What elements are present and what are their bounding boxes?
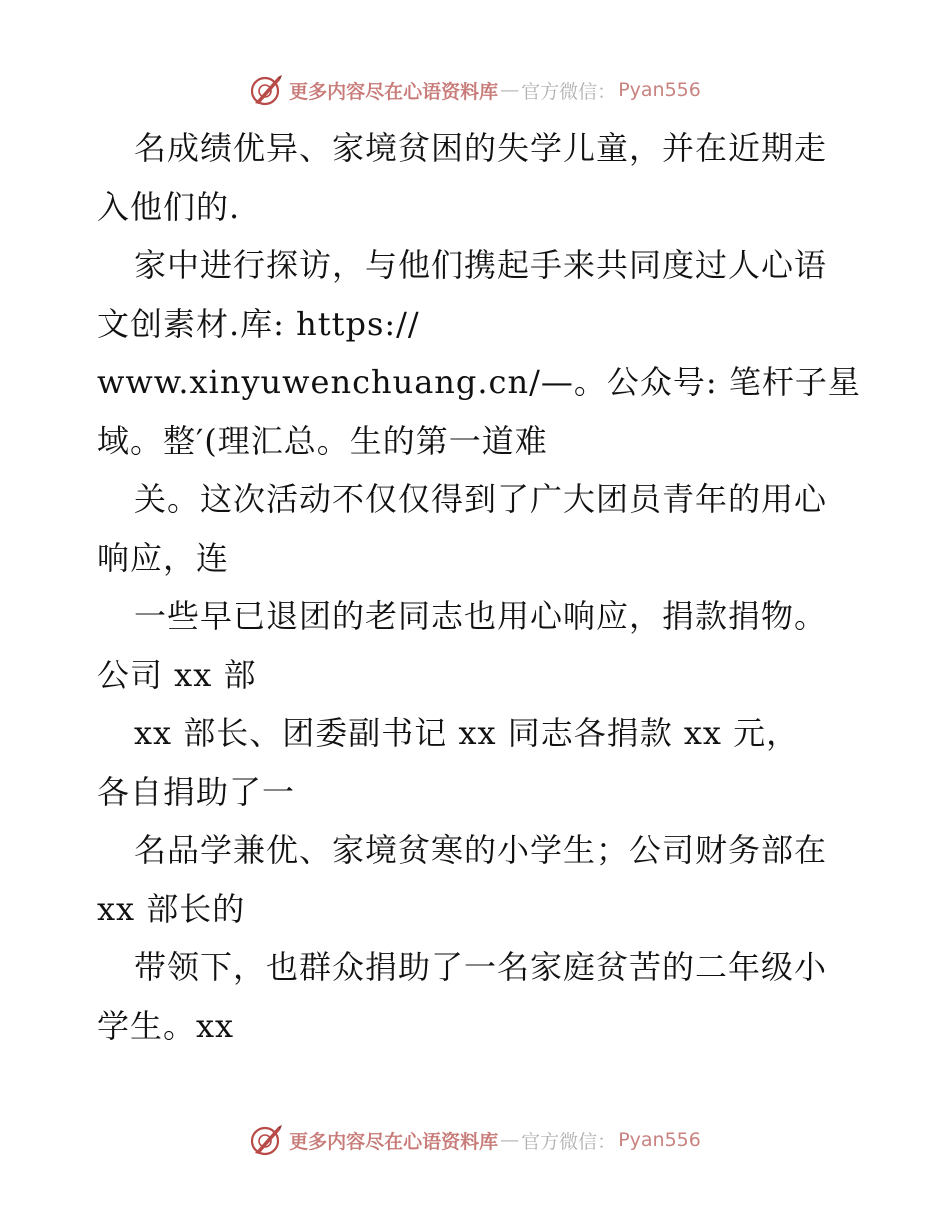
text-line: 学生。xx [97,1006,235,1045]
quill-logo-icon [249,1123,283,1157]
watermark-brand-text: 更多内容尽在心语资料库 [289,1130,499,1153]
watermark-brand-text: 更多内容尽在心语资料库 [289,80,499,103]
text-line: 家中进行探访，与他们携起手来共同度过人心语 [134,246,828,284]
watermark-contact-label: 官方微信： [521,80,617,103]
text-line: 关。这次活动不仅仅得到了广大团员青年的用心 [134,480,828,518]
watermark-contact-label: 官方微信： [521,1130,617,1153]
text-line: xx 部长、团委副书记 xx 同志各捐款 xx 元， [134,714,800,752]
text-line: xx 部长的 [97,889,246,928]
text-line: 文创素材.库: https:// [97,304,420,343]
text-line: 名成绩优异、家境贫困的失学儿童，并在近期走 [134,129,828,167]
header-watermark [0,70,950,110]
text-line: 名品学兼优、家境贫寒的小学生；公司财务部在 [134,831,828,869]
footer-watermark [0,1120,950,1160]
text-line: 各自捐助了一 [97,772,296,811]
text-line: 公司 xx 部 [97,655,257,694]
watermark-separator: — [500,1129,520,1151]
watermark-separator: — [500,79,520,101]
watermark-wechat-id: Pyan556 [618,79,701,101]
text-line: 带领下，也群众捐助了一名家庭贫苦的二年级小 [134,948,828,986]
text-line: 响应，连 [97,538,230,577]
document-body [97,119,861,1055]
watermark-wechat-id: Pyan556 [618,1129,701,1151]
text-line: 入他们的. [97,187,241,226]
quill-logo-icon [249,73,283,107]
text-line: 域。整′(理汇总。生的第一道难 [97,421,548,460]
text-line: 一些早已退团的老同志也用心响应，捐款捐物。 [134,597,828,635]
text-line: www.xinyuwenchuang.cn/—。公众号: 笔杆子星 [97,363,861,401]
